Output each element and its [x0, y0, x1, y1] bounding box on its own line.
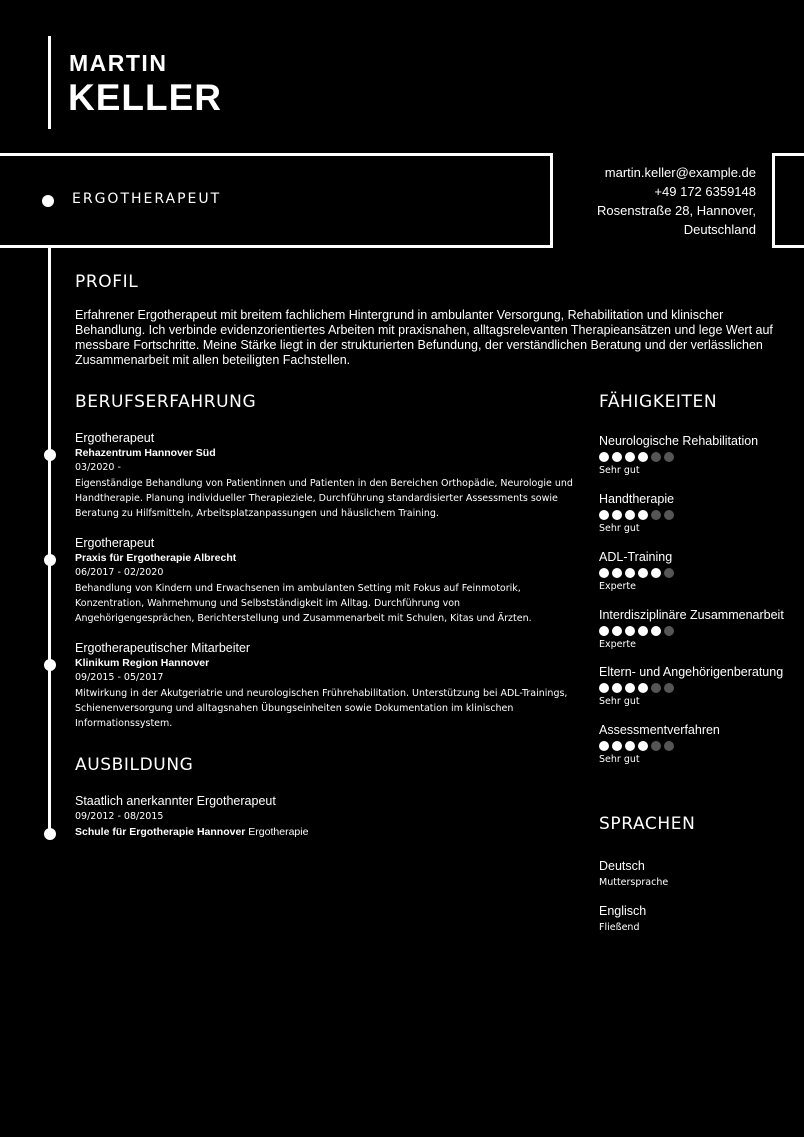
skill-rating	[599, 510, 799, 520]
name-accent-bar	[48, 36, 51, 129]
rating-dot-filled	[612, 741, 622, 751]
experience-heading: BERUFSERFAHRUNG	[75, 392, 257, 412]
job-company: Rehazentrum Hannover Süd	[75, 447, 216, 459]
job-title: ERGOTHERAPEUT	[72, 191, 222, 207]
skill-level: Sehr gut	[599, 754, 640, 765]
skill-item	[599, 607, 799, 651]
skill-name: ADL-Training	[599, 550, 673, 564]
skill-item	[599, 491, 799, 535]
language-item	[599, 858, 799, 892]
job-entry	[75, 430, 575, 521]
job-title-bullet	[42, 195, 54, 207]
skill-rating	[599, 741, 799, 751]
skill-item	[599, 433, 799, 477]
rating-dot-filled	[599, 510, 609, 520]
job-description: Eigenständige Behandlung von Patientinnen und Patienten in den Bereichen Orthopädie, Neurologie und Handtherapie. Planung individueller Therapieziele, Durchführung standardisierter Assessments sowie Beratung zu Hilfsmitteln, Arbeitsplatzanpassungen und häuslichem Training.	[75, 478, 573, 519]
contact-frame	[772, 153, 804, 248]
timeline-dot	[44, 828, 56, 840]
skill-rating	[599, 452, 799, 462]
rating-dot-filled	[651, 626, 661, 636]
job-entry	[75, 535, 575, 626]
education-institution: Schule für Ergotherapie Hannover	[75, 826, 246, 838]
rating-dot-filled	[625, 741, 635, 751]
rating-dot-filled	[599, 741, 609, 751]
skill-item	[599, 664, 799, 708]
rating-dot-filled	[612, 626, 622, 636]
rating-dot-filled	[651, 568, 661, 578]
timeline-dot	[44, 449, 56, 461]
rating-dot-filled	[638, 568, 648, 578]
timeline-line	[48, 248, 51, 833]
contact-phone[interactable]: +49 172 6359148	[654, 184, 756, 199]
education-entry	[75, 793, 575, 839]
job-dates: 09/2015 - 05/2017	[75, 672, 164, 683]
education-degree: Staatlich anerkannter Ergotherapeut	[75, 794, 276, 808]
job-description: Mitwirkung in der Akutgeriatrie und neurologischen Frührehabilitation. Unterstützung bei ADL-Trainings, Schienenversorgung und alltagsnahen Übungseinheiten sowie Dokumentation im klinischen Informationssystem.	[75, 688, 568, 729]
rating-dot-filled	[599, 452, 609, 462]
contact-address-line2: Deutschland	[683, 222, 756, 237]
rating-dot-filled	[638, 683, 648, 693]
rating-dot-filled	[625, 626, 635, 636]
rating-dot-filled	[612, 510, 622, 520]
contact-block	[536, 163, 756, 239]
first-name: MARTIN	[69, 50, 168, 76]
rating-dot-filled	[599, 568, 609, 578]
timeline-dot	[44, 659, 56, 671]
rating-dot-empty	[664, 626, 674, 636]
rating-dot-empty	[651, 741, 661, 751]
education-field: Ergotherapie	[245, 826, 309, 838]
job-role: Ergotherapeut	[75, 431, 155, 445]
job-company: Praxis für Ergotherapie Albrecht	[75, 552, 237, 564]
job-role: Ergotherapeutischer Mitarbeiter	[75, 641, 251, 655]
rating-dot-empty	[664, 683, 674, 693]
job-entry	[75, 640, 575, 731]
skill-name: Interdisziplinäre Zusammenarbeit	[599, 608, 784, 622]
skill-level: Sehr gut	[599, 696, 640, 707]
skills-heading: FÄHIGKEITEN	[599, 392, 718, 412]
rating-dot-empty	[664, 741, 674, 751]
skill-item	[599, 549, 799, 593]
contact-address-line1: Rosenstraße 28, Hannover,	[597, 203, 756, 218]
skill-level: Experte	[599, 639, 636, 650]
skill-rating	[599, 683, 799, 693]
rating-dot-empty	[664, 510, 674, 520]
education-heading: AUSBILDUNG	[75, 755, 194, 775]
rating-dot-filled	[625, 683, 635, 693]
job-dates: 03/2020 -	[75, 462, 121, 473]
rating-dot-filled	[599, 626, 609, 636]
rating-dot-filled	[638, 626, 648, 636]
rating-dot-empty	[651, 683, 661, 693]
profile-heading: PROFIL	[75, 272, 139, 292]
rating-dot-filled	[612, 452, 622, 462]
rating-dot-empty	[664, 452, 674, 462]
skill-item	[599, 722, 799, 766]
education-institution-line	[75, 825, 575, 839]
profile-text: Erfahrener Ergotherapeut mit breitem fachlichem Hintergrund in ambulanter Versorgung, Rehabilitation und klinischer Behandlung. Ich verbinde evidenzorientiertes Arbeiten mit praxisnahen, alltagsrelevanten Therapieansätzen und lege Wert auf messbare Fortschritte. Meine Stärke liegt in der strukturierten Befundung, der verständlichen Beratung und der verlässlichen Zusammenarbeit mit allen beteiligten Fachstellen.	[75, 308, 773, 367]
language-name: Englisch	[599, 904, 647, 918]
rating-dot-filled	[612, 683, 622, 693]
skill-level: Experte	[599, 581, 636, 592]
job-dates: 06/2017 - 02/2020	[75, 567, 164, 578]
skill-name: Neurologische Rehabilitation	[599, 434, 759, 448]
skill-rating	[599, 568, 799, 578]
language-item	[599, 903, 799, 937]
rating-dot-filled	[599, 683, 609, 693]
rating-dot-empty	[651, 452, 661, 462]
job-company: Klinikum Region Hannover	[75, 657, 210, 669]
rating-dot-filled	[625, 510, 635, 520]
skill-level: Sehr gut	[599, 523, 640, 534]
education-dates: 09/2012 - 08/2015	[75, 811, 164, 822]
job-role: Ergotherapeut	[75, 536, 155, 550]
skill-rating	[599, 626, 799, 636]
language-name: Deutsch	[599, 859, 645, 873]
job-description: Behandlung von Kindern und Erwachsenen im ambulanten Setting mit Fokus auf Feinmotorik, Konzentration, Wahrnehmung und Selbstständigkeit im Alltag. Durchführung von Angehörigengesprächen, Berichterstellung und Zusammenarbeit mit Schulen, Kitas und Ärzten.	[75, 583, 532, 624]
last-name: KELLER	[68, 77, 222, 118]
rating-dot-filled	[625, 568, 635, 578]
skill-name: Handtherapie	[599, 492, 675, 506]
language-level: Fließend	[599, 922, 640, 933]
language-level: Muttersprache	[599, 877, 669, 888]
timeline-dot	[44, 554, 56, 566]
contact-email[interactable]: martin.keller@example.de	[604, 165, 756, 180]
skill-name: Eltern- und Angehörigenberatung	[599, 665, 784, 679]
rating-dot-filled	[638, 510, 648, 520]
rating-dot-filled	[625, 452, 635, 462]
skill-name: Assessmentverfahren	[599, 723, 720, 737]
rating-dot-filled	[612, 568, 622, 578]
skill-level: Sehr gut	[599, 465, 640, 476]
languages-heading: SPRACHEN	[599, 814, 696, 834]
rating-dot-empty	[664, 568, 674, 578]
rating-dot-filled	[638, 452, 648, 462]
rating-dot-empty	[651, 510, 661, 520]
rating-dot-filled	[638, 741, 648, 751]
